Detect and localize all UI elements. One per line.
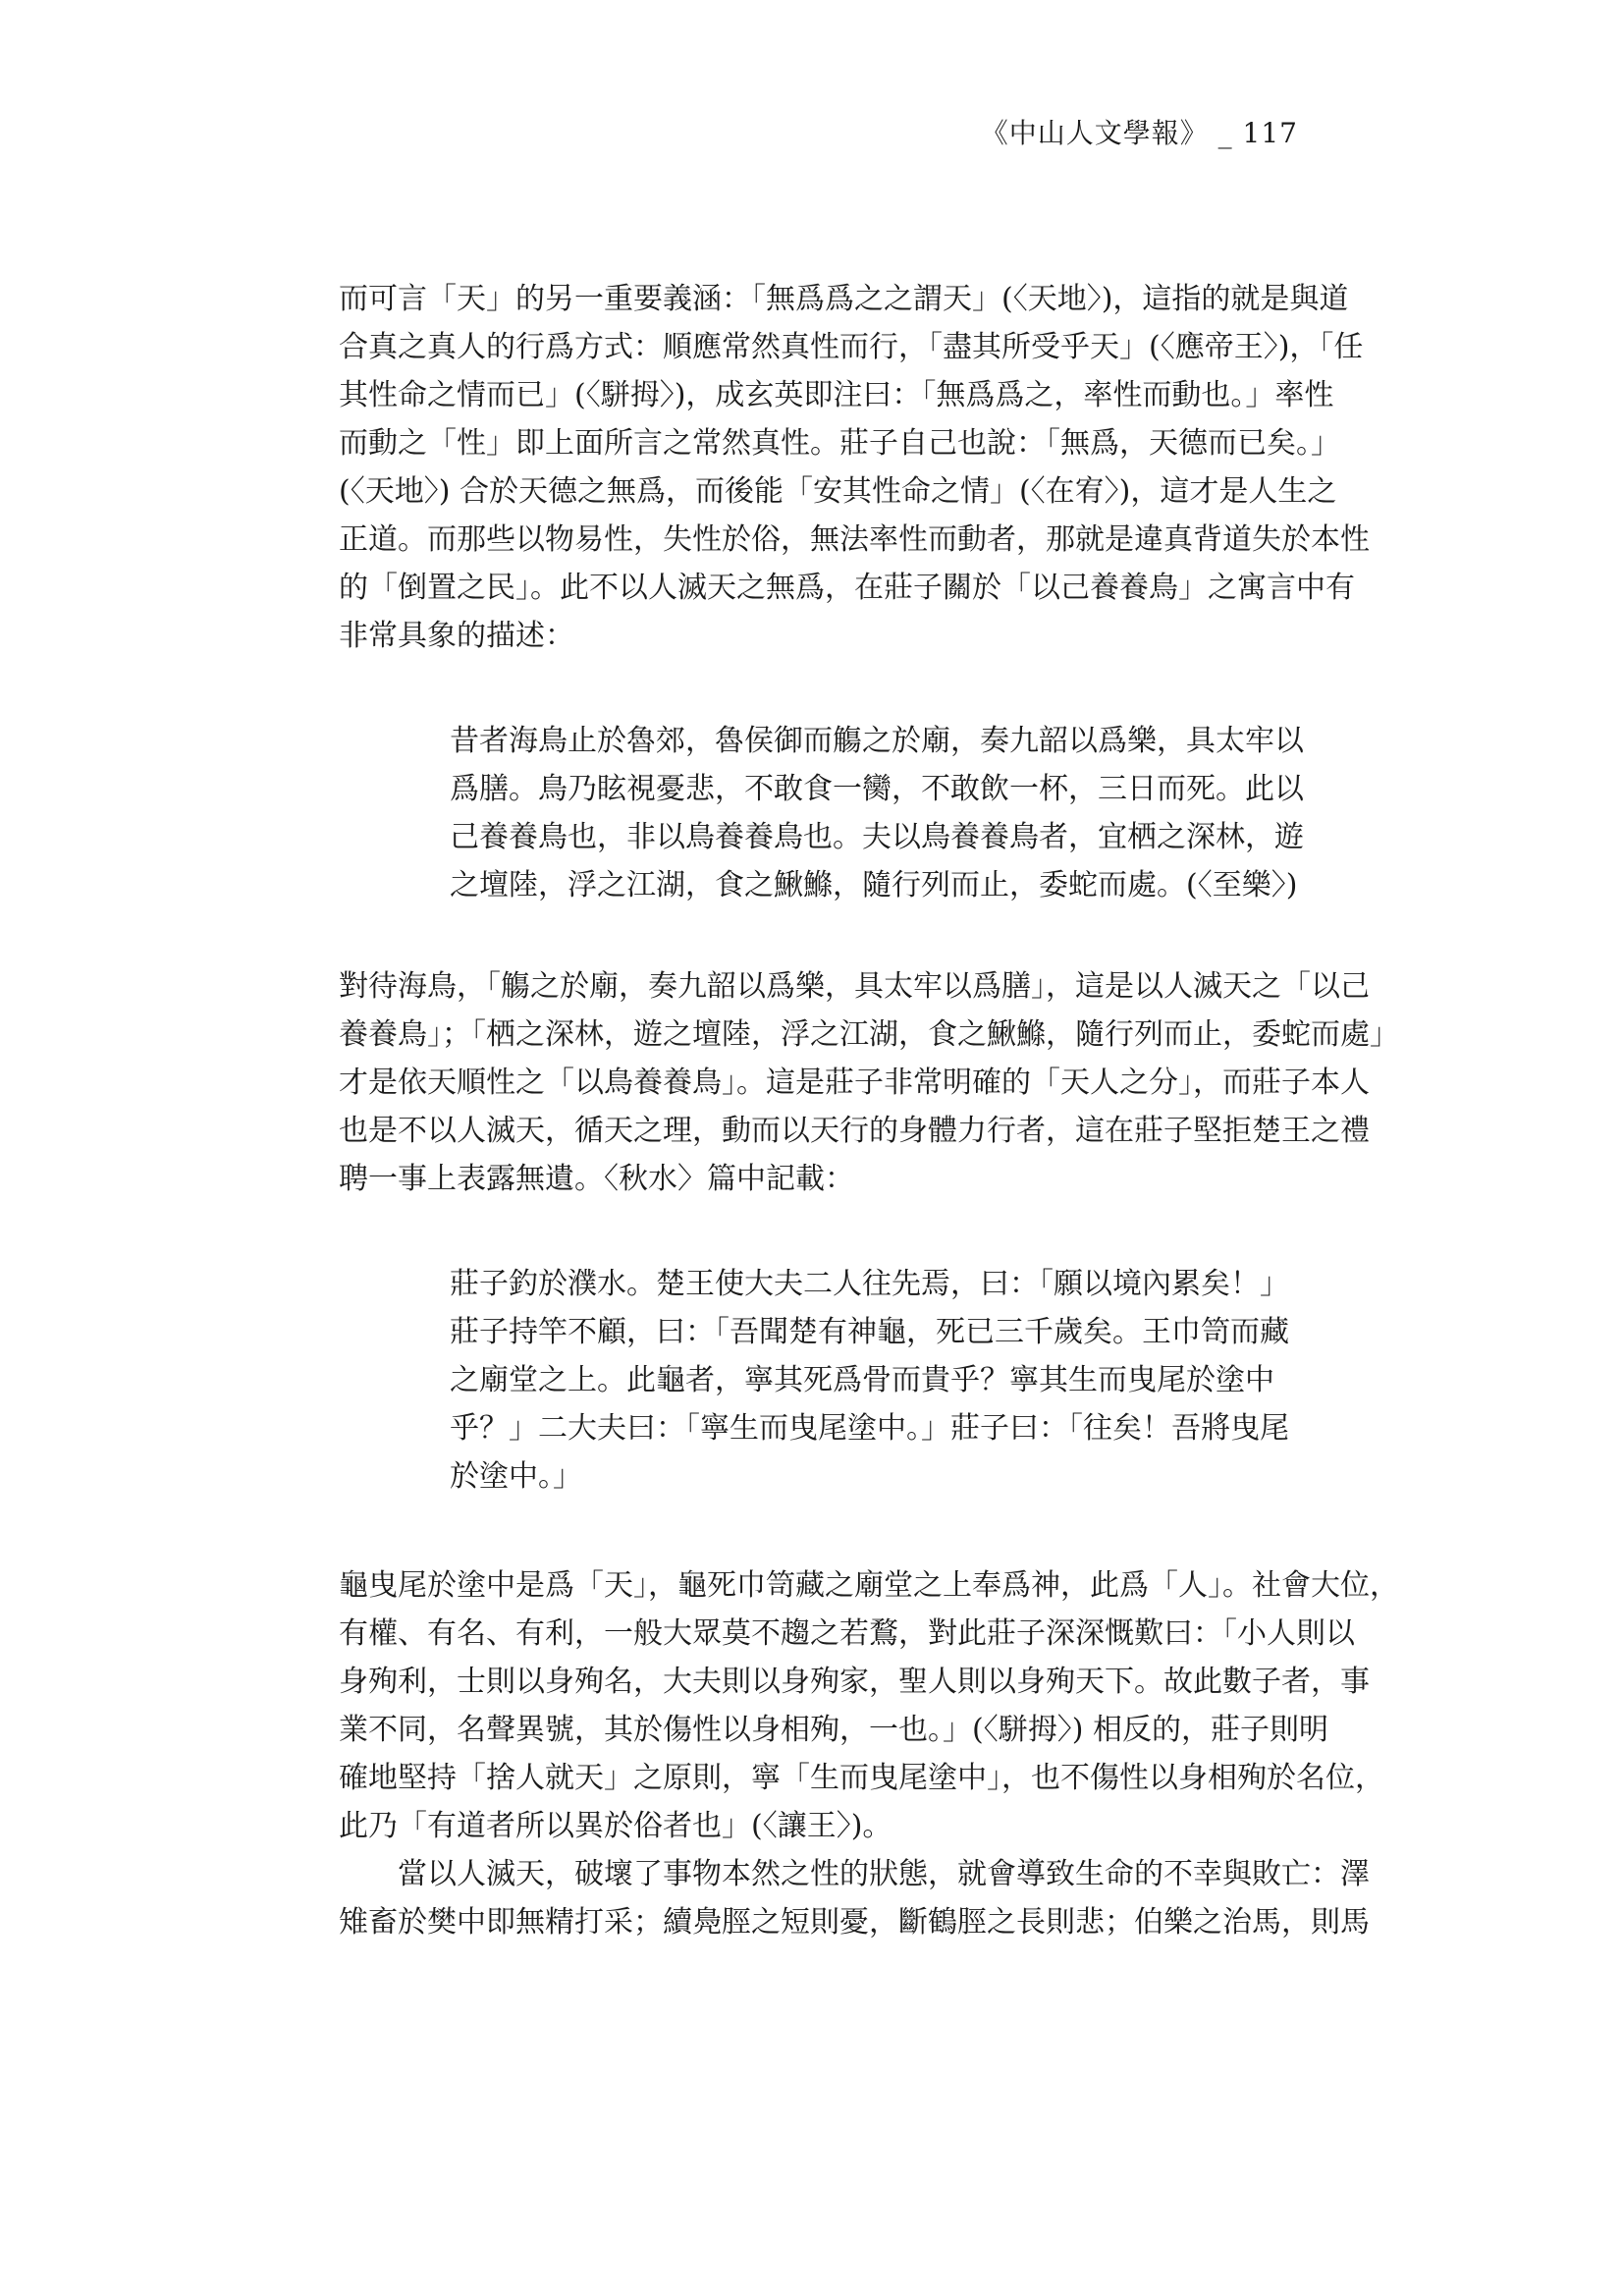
text-line: 養養鳥」；「栖之深林，遊之壇陸，浮之江湖，食之鰍鰷，隨行列而止，委蛇而處」 bbox=[339, 1017, 1399, 1052]
text-line: 而動之「性」即上面所言之常然真性。莊子自己也說：「無爲，天德而已矣。」 bbox=[339, 426, 1340, 461]
header-separator: _ bbox=[1217, 117, 1233, 149]
quote-line: 莊子持竿不顧，曰：「吾聞楚有神龜，死已三千歲矣。王巾笥而藏 bbox=[450, 1315, 1289, 1349]
quote-line: 昔者海鳥止於魯郊，魯侯御而觴之於廟，奏九韶以爲樂，具太牢以 bbox=[450, 724, 1304, 758]
running-header bbox=[981, 112, 1298, 151]
text-line: 確地堅持「捨人就天」之原則，寧「生而曳尾塗中」，也不傷性以身相殉於名位， bbox=[339, 1761, 1384, 1795]
quote-line: 之壇陸，浮之江湖，食之鰍鰷，隨行列而止，委蛇而處。(〈至樂〉) bbox=[450, 868, 1298, 902]
quote-line: 於塗中。」 bbox=[450, 1459, 582, 1494]
paragraph-seabird-commentary bbox=[339, 962, 1399, 1203]
text-line: (〈天地〉) 合於天德之無爲，而後能「安其性命之情」(〈在宥〉)，這才是人生之 bbox=[339, 474, 1337, 509]
block-quote-tortoise bbox=[450, 1260, 1289, 1501]
text-line: 非常具象的描述： bbox=[339, 619, 574, 653]
page-number: 117 bbox=[1242, 117, 1298, 149]
text-line: 雉畜於樊中即無精打采；續鳧脛之短則憂，斷鶴脛之長則悲；伯樂之治馬，則馬 bbox=[339, 1905, 1370, 1940]
text-line: 業不同，名聲異號，其於傷性以身相殉，一也。」(〈駢拇〉) 相反的，莊子則明 bbox=[339, 1713, 1328, 1747]
text-line: 正道。而那些以物易性，失性於俗，無法率性而動者，那就是違真背道失於本性 bbox=[339, 522, 1370, 557]
text-line: 也是不以人滅天，循天之理，動而以天行的身體力行者，這在莊子堅拒楚王之禮 bbox=[339, 1114, 1370, 1148]
journal-title: 《中山人文學報》 bbox=[980, 117, 1209, 149]
paragraph-tortoise-commentary bbox=[339, 1561, 1399, 1850]
text-line: 龜曳尾於塗中是爲「天」，龜死巾笥藏之廟堂之上奉爲神，此爲「人」。社會大位， bbox=[339, 1568, 1399, 1603]
text-line: 此乃「有道者所以異於俗者也」(〈讓王〉)。 bbox=[339, 1809, 892, 1843]
quote-line: 之廟堂之上。此龜者，寧其死爲骨而貴乎？寧其生而曳尾於塗中 bbox=[450, 1363, 1274, 1397]
text-line: 的「倒置之民」。此不以人滅天之無爲，在莊子關於「以己養養鳥」之寓言中有 bbox=[339, 571, 1355, 605]
paragraph-destruction-of-nature bbox=[339, 1850, 1370, 1946]
text-line: 合真之真人的行爲方式：順應常然真性而行，「盡其所受乎天」(〈應帝王〉)，「任 bbox=[339, 330, 1364, 364]
text-line: 身殉利，士則以身殉名，大夫則以身殉家，聖人則以身殉天下。故此數子者，事 bbox=[339, 1665, 1370, 1699]
text-line: 才是依天順性之「以鳥養養鳥」。這是莊子非常明確的「天人之分」，而莊子本人 bbox=[339, 1066, 1370, 1100]
text-line: 其性命之情而已」(〈駢拇〉)，成玄英即注曰：「無爲爲之，率性而動也。」率性 bbox=[339, 378, 1334, 412]
quote-line: 爲膳。鳥乃眩視憂悲，不敢食一臠，不敢飲一杯，三日而死。此以 bbox=[450, 772, 1304, 806]
text-line: 有權、有名、有利，一般大眾莫不趨之若鶩，對此莊子深深慨歎曰：「小人則以 bbox=[339, 1616, 1355, 1651]
block-quote-seabird bbox=[450, 717, 1304, 909]
text-line: 而可言「天」的另一重要義涵：「無爲爲之之謂天」(〈天地〉)，這指的就是與道 bbox=[339, 282, 1349, 316]
text-line: 當以人滅天，破壞了事物本然之性的狀態，就會導致生命的不幸與敗亡：澤 bbox=[398, 1857, 1370, 1891]
quote-line: 莊子釣於濮水。楚王使大夫二人往先焉，曰：「願以境內累矣！」 bbox=[450, 1267, 1289, 1301]
text-line: 對待海鳥，「觴之於廟，奏九韶以爲樂，具太牢以爲膳」，這是以人滅天之「以己 bbox=[339, 969, 1370, 1004]
paragraph-heaven-wuwei bbox=[339, 275, 1370, 660]
quote-line: 己養養鳥也，非以鳥養養鳥也。夫以鳥養養鳥者，宜栖之深林，遊 bbox=[450, 820, 1304, 854]
text-line: 聘一事上表露無遺。〈秋水〉篇中記載： bbox=[339, 1162, 854, 1196]
quote-line: 乎？」二大夫曰：「寧生而曳尾塗中。」莊子曰：「往矣！吾將曳尾 bbox=[450, 1411, 1289, 1446]
